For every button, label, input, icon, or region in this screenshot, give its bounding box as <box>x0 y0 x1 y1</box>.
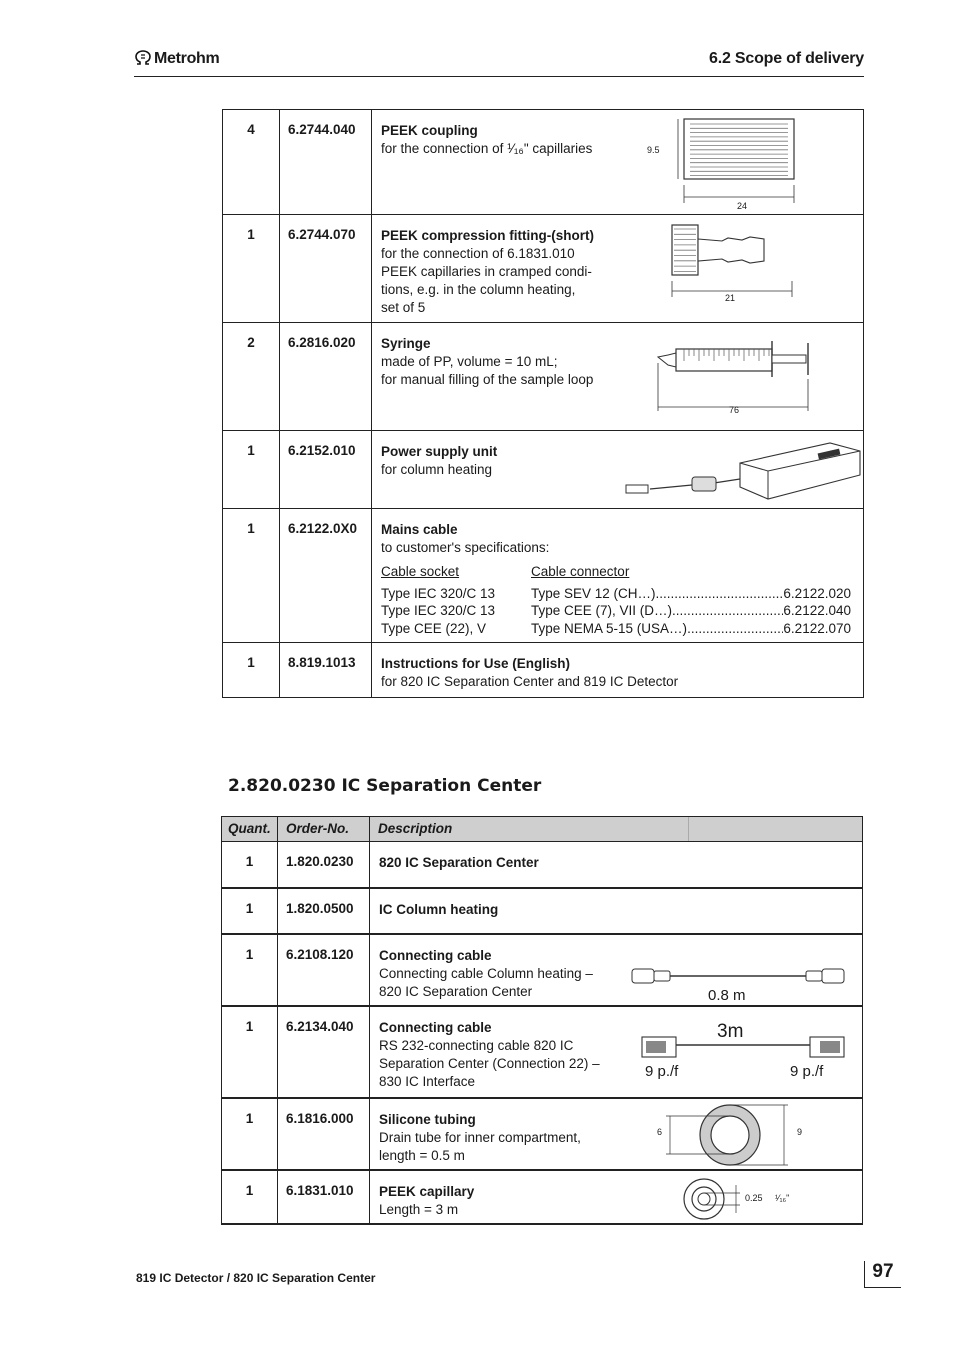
peek-coupling-drawing <box>642 115 842 213</box>
cable-order-number: 6.2122.040 <box>783 603 851 618</box>
item-title: PEEK coupling <box>381 123 478 138</box>
dim-label: 0.25 <box>745 1192 763 1203</box>
brand-logo <box>134 50 219 68</box>
quantity-cell: 1 <box>222 934 278 1006</box>
column-header-blank <box>689 817 863 842</box>
cable-socket: Type CEE (22), V <box>381 620 487 636</box>
quantity-cell: 1 <box>223 509 280 643</box>
cable-socket: Type IEC 320/C 13 <box>381 603 496 618</box>
mains-cable-options <box>381 563 863 637</box>
dot-leader <box>656 585 784 603</box>
item-description-line: made of PP, volume = 10 mL; <box>381 354 558 369</box>
column-header-description: Description <box>370 817 689 842</box>
cable-order-number: 6.2122.070 <box>783 620 851 636</box>
item-title: Power supply unit <box>381 444 498 459</box>
order-number-cell: 1.820.0230 <box>278 842 370 888</box>
item-description-line: PEEK capillaries in cramped condi- <box>381 264 592 279</box>
delivery-table-2 <box>221 816 863 1225</box>
table-row <box>222 1006 863 1098</box>
dim-label: 6 <box>657 1126 663 1137</box>
cable-connector: Type NEMA 5-15 (USA…) <box>531 620 688 636</box>
quantity-cell: 1 <box>223 431 280 509</box>
cable-connector-row <box>531 620 851 638</box>
omega-logo-icon <box>134 50 152 66</box>
description-cell <box>370 1170 863 1224</box>
item-description-line: for column heating <box>381 462 493 477</box>
dim-label: ¹⁄₁₆" <box>775 1192 790 1203</box>
cable-length-label: 0.8 m <box>708 986 746 1004</box>
description-cell <box>372 110 864 215</box>
item-title: Silicone tubing <box>379 1111 476 1127</box>
dot-leader <box>687 620 783 638</box>
description-cell <box>370 1098 863 1170</box>
item-title: IC Column heating <box>379 901 499 917</box>
item-description-line: tions, e.g. in the column heating, <box>381 282 576 297</box>
order-number-cell: 6.2152.010 <box>280 431 372 509</box>
item-title: Instructions for Use (English) <box>381 656 571 671</box>
quantity-cell: 1 <box>222 1006 278 1098</box>
section-heading: 6.2 Scope of delivery <box>709 50 864 67</box>
description-cell <box>372 509 864 643</box>
item-description-line: Drain tube for inner compartment, <box>379 1129 581 1145</box>
cable-order-number: 6.2122.020 <box>783 585 851 601</box>
item-description-line: Separation Center (Connection 22) – <box>379 1055 600 1071</box>
order-number-cell: 1.820.0500 <box>278 888 370 934</box>
dot-leader <box>672 602 783 620</box>
item-description-line: length = 0.5 m <box>379 1147 465 1163</box>
description-cell <box>372 323 864 431</box>
item-description-line: for the connection of ¹⁄₁₆" capillaries <box>381 141 593 156</box>
item-description-line: Connecting cable Column heating – <box>379 965 593 981</box>
cable-socket: Type IEC 320/C 13 <box>381 585 496 601</box>
cable-connector: Type SEV 12 (CH…) <box>531 585 656 601</box>
cable-length-label: 3m <box>717 1020 744 1042</box>
table-row <box>222 1170 863 1224</box>
table-row <box>222 1098 863 1170</box>
cable-socket-header: Cable socket <box>381 564 460 579</box>
brand-name: Metrohm <box>154 50 220 67</box>
syringe-drawing <box>654 335 824 415</box>
quantity-cell: 4 <box>223 110 280 215</box>
delivery-table-1 <box>222 109 864 698</box>
description-cell <box>372 643 864 698</box>
item-title: Mains cable <box>381 522 458 537</box>
table-row <box>223 215 864 323</box>
item-description-line: 830 IC Interface <box>379 1073 476 1089</box>
table-row <box>223 110 864 215</box>
quantity-cell: 1 <box>223 215 280 323</box>
cable-connector-header: Cable connector <box>531 564 630 579</box>
item-title: PEEK capillary <box>379 1183 475 1199</box>
cable-connector: Type CEE (7), VII (D…) <box>531 603 673 618</box>
table-row <box>222 888 863 934</box>
quantity-cell: 1 <box>222 888 278 934</box>
quantity-cell: 1 <box>222 842 278 888</box>
section-title: 2.820.0230 IC Separation Center <box>228 776 542 796</box>
item-title: PEEK compression fitting-(short) <box>381 228 595 243</box>
quantity-cell: 1 <box>222 1098 278 1170</box>
description-cell <box>370 1006 863 1098</box>
table-row <box>223 509 864 643</box>
quantity-cell: 1 <box>222 1170 278 1224</box>
table-row <box>222 934 863 1006</box>
table-row <box>223 643 864 698</box>
table-row <box>223 323 864 431</box>
order-number-cell: 6.2744.070 <box>280 215 372 323</box>
order-number-cell: 6.2744.040 <box>280 110 372 215</box>
silicone-tubing-drawing <box>658 1103 798 1167</box>
page-header <box>134 48 864 77</box>
quantity-cell: 1 <box>223 643 280 698</box>
item-description-line: Length = 3 m <box>379 1201 459 1217</box>
item-description-line: for manual filling of the sample loop <box>381 372 594 387</box>
page-number: 97 <box>864 1261 901 1288</box>
connector-left-label: 9 p./f <box>645 1062 679 1080</box>
item-title: Connecting cable <box>379 1019 492 1035</box>
dim-label: 9 <box>797 1126 803 1137</box>
item-description-line: for the connection of 6.1831.010 <box>381 246 575 261</box>
item-description-line: to customer's specifications: <box>381 540 550 555</box>
power-supply-drawing <box>622 437 862 507</box>
table-row <box>222 842 863 888</box>
item-description-line: set of 5 <box>381 300 426 315</box>
description-cell <box>372 431 864 509</box>
cable-connector-row <box>531 602 851 620</box>
footer-doc-title: 819 IC Detector / 820 IC Separation Center <box>136 1271 376 1285</box>
description-cell <box>370 888 863 934</box>
description-cell <box>370 934 863 1006</box>
item-title: Syringe <box>381 336 431 351</box>
table-row <box>223 431 864 509</box>
quantity-cell: 2 <box>223 323 280 431</box>
item-description-line: 820 IC Separation Center <box>379 983 533 999</box>
item-title: Connecting cable <box>379 947 492 963</box>
cable-connector-row <box>531 585 851 603</box>
column-header-quant: Quant. <box>222 817 278 842</box>
item-description-line: RS 232-connecting cable 820 IC <box>379 1037 574 1053</box>
order-number-cell: 8.819.1013 <box>280 643 372 698</box>
dim-label: 21 <box>725 293 736 303</box>
description-cell <box>372 215 864 323</box>
connector-right-label: 9 p./f <box>790 1062 824 1080</box>
order-number-cell: 6.2108.120 <box>278 934 370 1006</box>
order-number-cell: 6.2122.0X0 <box>280 509 372 643</box>
column-header-order: Order-No. <box>278 817 370 842</box>
description-cell <box>370 842 863 888</box>
order-number-cell: 6.1831.010 <box>278 1170 370 1224</box>
dim-label: 24 <box>737 201 748 211</box>
item-description-line: for 820 IC Separation Center and 819 IC Detector <box>381 674 679 689</box>
item-title: 820 IC Separation Center <box>379 855 539 870</box>
order-number-cell: 6.1816.000 <box>278 1098 370 1170</box>
order-number-cell: 6.2816.020 <box>280 323 372 431</box>
order-number-cell: 6.2134.040 <box>278 1006 370 1098</box>
dim-label: 9.5 <box>647 145 660 155</box>
compression-fitting-drawing <box>662 221 802 301</box>
dim-label: 76 <box>729 405 740 415</box>
